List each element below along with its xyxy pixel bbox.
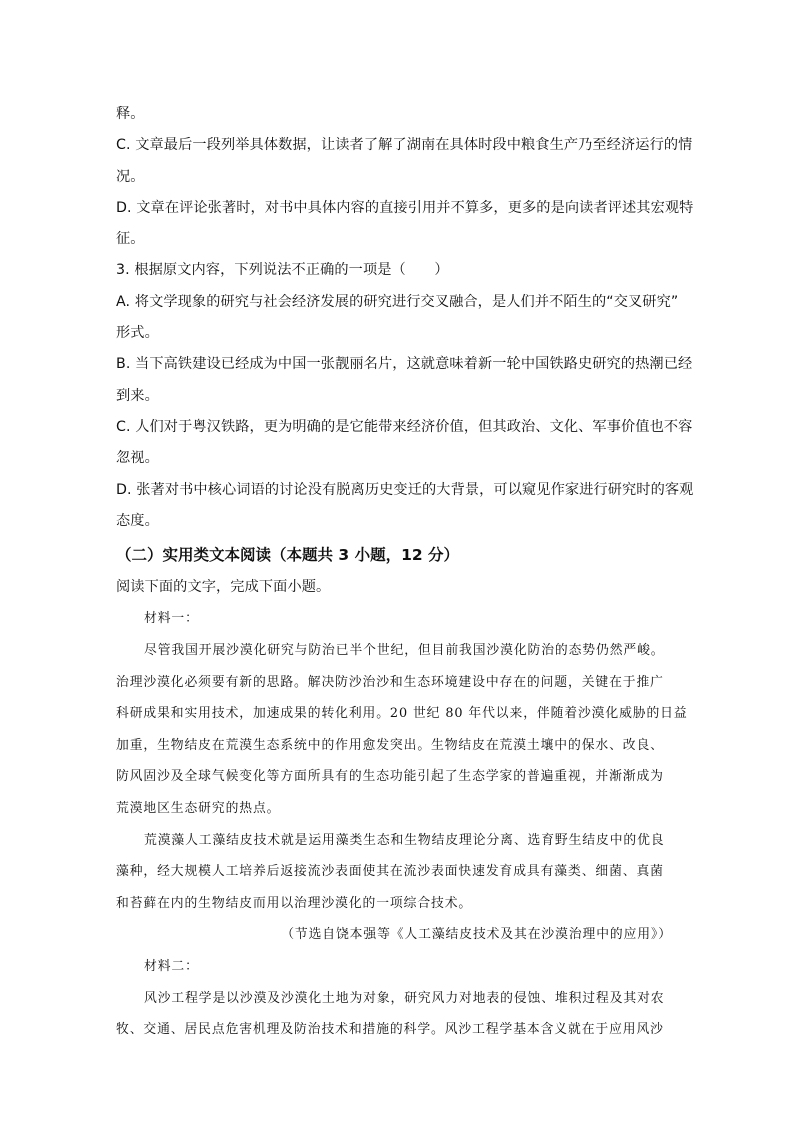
option-d-line-1: D. 文章在评论张著时，对书中具体内容的直接引用并不算多，更多的是向读者评述其宏观特 (116, 199, 694, 216)
material-1-para-1-line-6: 荒漠地区生态研究的热点。 (116, 801, 281, 817)
option-c-line-2: 况。 (116, 168, 145, 185)
q3-option-a-line-1: A. 将文学现象的研究与社会经济发展的研究进行交叉融合，是人们并不陌生的“交叉研究” (116, 293, 679, 310)
material-2-para-1-line-1: 风沙工程学是以沙漠及沙漠化土地为对象，研究风力对地表的侵蚀、堆积过程及其对农 (144, 990, 665, 1006)
material-1-para-1-line-3: 科研成果和实用技术，加速成果的转化利用。20 世纪 80 年代以来，伴随着沙漠化威胁的日益 (116, 706, 688, 722)
q3-option-b-line-2: 到来。 (116, 387, 159, 404)
q3-option-a-line-2: 形式。 (116, 325, 159, 342)
q3-option-c-line-2: 忽视。 (116, 450, 159, 467)
q3-option-d-line-1: D. 张著对书中核心词语的讨论没有脱离历史变迁的大背景，可以窥见作家进行研究时的客观 (116, 481, 694, 498)
material-1-para-1-line-5: 防风固沙及全球气候变化等方面所具有的生态功能引起了生态学家的普遍重视，并渐渐成为 (116, 769, 664, 785)
material-1-para-1-line-2: 治理沙漠化必须要有新的思路。解决防沙治沙和生态环境建设中存在的问题，关键在于推广 (116, 674, 664, 690)
material-1-para-2-line-1: 荒漠藻人工藻结皮技术就是运用藻类生态和生物结皮理论分离、选育野生结皮中的优良 (144, 832, 665, 848)
q3-option-b-line-1: B. 当下高铁建设已经成为中国一张靓丽名片，这就意味着新一轮中国铁路史研究的热潮已经 (116, 356, 693, 373)
page-content (116, 99, 694, 1046)
q3-option-d-line-2: 态度。 (116, 512, 159, 529)
material-1-para-2-line-3: 和苔藓在内的生物结皮而用以治理沙漠化的一项综合技术。 (116, 895, 473, 911)
option-d-line-2: 征。 (116, 231, 145, 248)
material-2-label: 材料二： (144, 958, 199, 974)
option-c-line-1: C. 文章最后一段列举具体数据，让读者了解了湖南在具体时段中粮食生产乃至经济运行的情 (116, 137, 693, 154)
section-heading: （二）实用类文本阅读（本题共 3 小题，12 分） (116, 546, 460, 565)
q3-option-c-line-1: C. 人们对于粤汉铁路，更为明确的是它能带来经济价值，但其政治、文化、军事价值也不容 (116, 418, 693, 435)
material-2-para-1-line-2: 牧、交通、居民点危害机理及防治技术和措施的科学。风沙工程学基本含义就在于应用风沙 (116, 1022, 664, 1038)
material-1-label: 材料一： (144, 611, 199, 627)
material-1-para-2-line-2: 藻种，经大规模人工培养后返接流沙表面使其在流沙表面快速发育成具有藻类、细菌、真菌 (116, 864, 664, 880)
material-1-source: （节选自饶本强等《人工藻结皮技术及其在沙漠治理中的应用》） (281, 927, 672, 943)
option-continuation: 释。 (116, 106, 145, 122)
material-1-para-1-line-4: 加重，生物结皮在荒漠生态系统中的作用愈发突出。生物结皮在荒漠土壤中的保水、改良、 (116, 737, 664, 753)
section-instruction: 阅读下面的文字，完成下面小题。 (116, 579, 331, 596)
question-3-stem: 3. 根据原文内容，下列说法不正确的一项是（ ） (116, 262, 449, 279)
material-1-para-1-line-1: 尽管我国开展沙漠化研究与防治已半个世纪，但目前我国沙漠化防治的态势仍然严峻。 (144, 643, 665, 659)
